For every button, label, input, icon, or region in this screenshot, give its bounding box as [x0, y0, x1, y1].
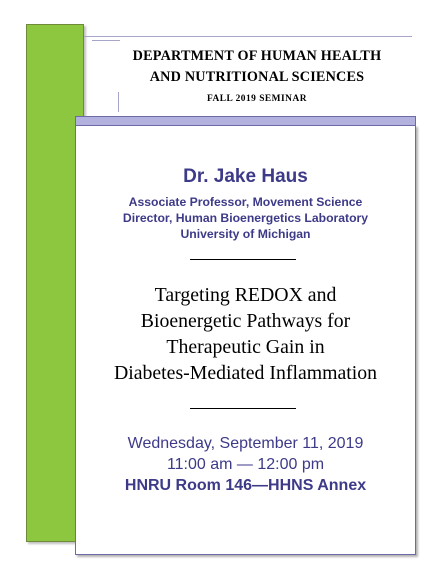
speaker-info — [76, 194, 415, 242]
vertical-rule — [118, 92, 119, 112]
talk-title-line-4: Diabetes-Mediated Inflammation — [113, 362, 378, 384]
department-title — [92, 46, 422, 88]
talk-title-line-1: Targeting REDOX and — [154, 284, 337, 306]
speaker-affiliation: University of Michigan — [180, 227, 311, 241]
event-info — [76, 433, 415, 496]
content-card — [75, 125, 416, 555]
speaker-name: Dr. Jake Haus — [183, 166, 308, 187]
speaker-title-2: Director, Human Bioenergetics Laboratory — [122, 211, 369, 225]
event-location: HNRU Room 146—HHNS Annex — [124, 477, 367, 494]
divider-top — [190, 259, 296, 260]
department-line-2: AND NUTRITIONAL SCIENCES — [149, 69, 365, 85]
seminar-label: FALL 2019 SEMINAR — [206, 94, 307, 104]
top-rule — [84, 36, 412, 37]
talk-title-line-3: Therapeutic Gain in — [166, 336, 325, 358]
talk-title-line-2: Bioenergetic Pathways for — [140, 310, 351, 332]
speaker-title-1: Associate Professor, Movement Science — [128, 195, 363, 209]
department-line-1: DEPARTMENT OF HUMAN HEALTH — [132, 48, 382, 64]
talk-title — [76, 282, 415, 386]
divider-bottom — [190, 408, 296, 409]
header-block — [92, 40, 422, 104]
event-date: Wednesday, September 11, 2019 — [127, 435, 364, 452]
event-time: 11:00 am — 12:00 pm — [166, 456, 325, 473]
